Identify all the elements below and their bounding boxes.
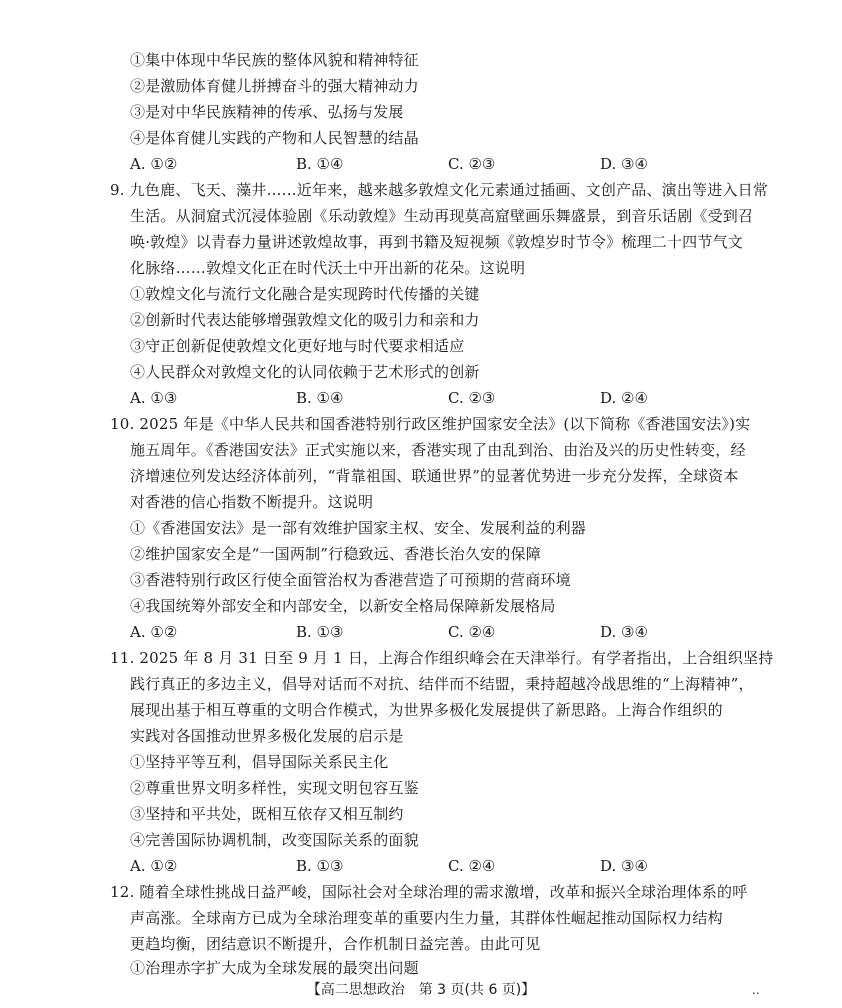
q9-option-b: B. ①④ [296, 389, 344, 407]
corner-mark: .. [752, 983, 760, 997]
q8-option-a: A. ①② [130, 155, 178, 173]
q10-stem-line-2: 施五周年。《香港国安法》正式实施以来，香港实现了由乱到治、由治及兴的历史性转变，经 [130, 441, 746, 459]
q9-statement-1: ①敦煌文化与流行文化融合是实现跨时代传播的关键 [130, 285, 480, 303]
q12-stem-line-1: 12. 随着全球性挑战日益严峻，国际社会对全球治理的需求激增，改革和振兴全球治理体系的呼 [110, 883, 748, 901]
q11-statement-2: ②尊重世界文明多样性，实现文明包容互鉴 [130, 779, 419, 797]
q8-statement-4: ④是体育健儿实践的产物和人民智慧的结晶 [130, 129, 419, 147]
q11-option-a: A. ①② [130, 857, 178, 875]
q10-statement-4: ④我国统筹外部安全和内部安全，以新安全格局保障新发展格局 [130, 597, 556, 615]
q11-stem-line-1: 11. 2025 年 8 月 31 日至 9 月 1 日，上海合作组织峰会在天津举行。有学者指出，上合组织坚持 [110, 649, 774, 667]
q9-statement-4: ④人民群众对敦煌文化的认同依赖于艺术形式的创新 [130, 363, 480, 381]
q11-option-c: C. ②④ [448, 857, 496, 875]
q8-option-d: D. ③④ [600, 155, 648, 173]
q8-option-b: B. ①④ [296, 155, 344, 173]
q9-stem-line-2: 生活。从洞窟式沉浸体验剧《乐动敦煌》生动再现莫高窟壁画乐舞盛景，到音乐话剧《受到召 [130, 207, 754, 225]
q9-option-a: A. ①③ [130, 389, 178, 407]
q12-statement-1: ①治理赤字扩大成为全球发展的最突出问题 [130, 959, 419, 977]
q11-stem-line-4: 实践对各国推动世界多极化发展的启示是 [130, 727, 404, 745]
q11-stem-line-3: 展现出基于相互尊重的文明合作模式，为世界多极化发展提供了新思路。上海合作组织的 [130, 701, 723, 719]
q10-option-a: A. ①② [130, 623, 178, 641]
q9-stem-line-4: 化脉络……敦煌文化正在时代沃土中开出新的花朵。这说明 [130, 259, 526, 277]
q12-stem-line-2: 声高涨。全球南方已成为全球治理变革的重要内生力量，其群体性崛起推动国际权力结构 [130, 909, 723, 927]
q11-stem-line-2: 践行真正的多边主义，倡导对话而不对抗、结伴而不结盟，秉持超越冷战思维的“上海精神”， [130, 675, 754, 693]
q10-options [130, 622, 730, 642]
q10-option-b: B. ①③ [296, 623, 344, 641]
q9-statement-3: ③守正创新促使敦煌文化更好地与时代要求相适应 [130, 337, 465, 355]
q10-statement-1: ①《香港国安法》是一部有效维护国家主权、安全、发展利益的利器 [130, 519, 587, 537]
q8-options [130, 154, 730, 174]
q9-stem-line-1: 9. 九色鹿、飞天、藻井……近年来，越来越多敦煌文化元素通过插画、文创产品、演出等进入日常 [110, 181, 769, 199]
q11-options [130, 856, 730, 876]
q11-statement-4: ④完善国际协调机制，改变国际关系的面貌 [130, 831, 419, 849]
q11-option-b: B. ①③ [296, 857, 344, 875]
q9-option-d: D. ②④ [600, 389, 648, 407]
q10-option-c: C. ②④ [448, 623, 496, 641]
q9-option-c: C. ②③ [448, 389, 496, 407]
q11-statement-3: ③坚持和平共处，既相互依存又相互制约 [130, 805, 404, 823]
q9-statement-2: ②创新时代表达能够增强敦煌文化的吸引力和亲和力 [130, 311, 480, 329]
q10-stem-line-3: 济增速位列发达经济体前列，“背靠祖国、联通世界”的显著优势进一步充分发挥，全球资本 [130, 467, 739, 485]
page-footer: 【高二思想政治 第 3 页(共 6 页)】 [306, 982, 536, 998]
q10-stem-line-1: 10. 2025 年是《中华人民共和国香港特别行政区维护国家安全法》(以下简称《香港国安法》)实 [110, 415, 751, 433]
q12-stem-line-3: 更趋均衡，团结意识不断提升，合作机制日益完善。由此可见 [130, 935, 541, 953]
q8-statement-3: ③是对中华民族精神的传承、弘扬与发展 [130, 103, 404, 121]
q10-option-d: D. ③④ [600, 623, 648, 641]
q11-option-d: D. ③④ [600, 857, 648, 875]
q8-statement-1: ①集中体现中华民族的整体风貌和精神特征 [130, 51, 419, 69]
q9-stem-line-3: 唤·敦煌》以青春力量讲述敦煌故事，再到书籍及短视频《敦煌岁时节令》梳理二十四节气文 [130, 233, 743, 251]
q8-statement-2: ②是激励体育健儿拼搏奋斗的强大精神动力 [130, 77, 419, 95]
q9-options [130, 388, 730, 408]
q10-statement-3: ③香港特别行政区行使全面管治权为香港营造了可预期的营商环境 [130, 571, 571, 589]
q10-stem-line-4: 对香港的信心指数不断提升。这说明 [130, 493, 374, 511]
q8-option-c: C. ②③ [448, 155, 496, 173]
q11-statement-1: ①坚持平等互利，倡导国际关系民主化 [130, 753, 389, 771]
q10-statement-2: ②维护国家安全是“一国两制”行稳致远、香港长治久安的保障 [130, 545, 541, 563]
